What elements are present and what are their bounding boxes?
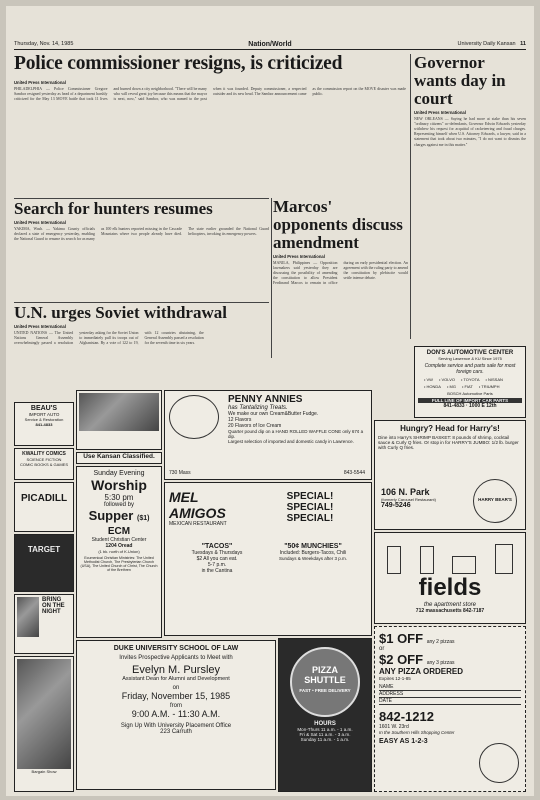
penny-l3: 20 Flavors of Ice Cream [228,423,282,429]
amigos-t4: in the Cantina [201,568,233,574]
coupon-off1: $1 OFF any 2 pizzas [379,631,455,646]
penny-l5: Largest selection of imported and domestic candy in Lawrence. [228,439,354,444]
beaus-phone: 841-4833 [35,422,53,427]
coupon-any: ANY PIZZA ORDERED [379,667,464,676]
story4-headline: Marcos' opponents discuss amendment [273,198,403,252]
story3 [14,200,269,300]
worship-follow: followed by [103,502,135,508]
story1-body: PHILADELPHIA — Police Commissioner Gregore Sambor resigned yesterday as head of a department harshly criticized for the May 13 MOVE battle that took 11 lives and burned down a city neighborhood. "There will be many who will reveal great joy because this means that the mayor is next, now," said Sambor, who was named to the post when it was founded. Deputy commissioner, a respected outsider and its new head. The Sambor announcement came as the commission report on the MOVE disaster was made public. [14,87,406,102]
amigos-tacos: "TACOS" [201,543,233,550]
movie-photo [17,597,39,637]
story4-byline: United Press International [273,253,325,259]
dons-brand-item: • NISSAN [485,377,503,382]
dons-brand-list [424,377,516,389]
house-ad-photo [79,393,159,431]
kansan-classified-ad [76,452,162,464]
story3-body: YAKIMA, Wash. — Yakima County officials declared a state of emergency yesterday, enabling the National Guard to resume its search for as many as 100 elk hunters reported missing in the Cascade Mountains where two people already have died. The state earlier grounded the National Guard helicopters, invoking its emergency powers. [14,226,269,242]
harrys-note: (formerly Carousel Restaurant) [381,497,436,502]
coupon-addr: 1601 W. 23rd [379,724,409,730]
pizza-h3: Sunday 11 a.m. - 1 a.m. [300,737,350,742]
harrys-logo: HARRY BEAR'S [473,479,517,523]
harrys-title: Hungry? Head for Harry's! [400,424,500,433]
story4 [273,198,408,358]
dons-l2: Complete service and parts sale for most foreign cars. [424,363,516,375]
page-header [14,38,526,50]
harrys-addr: 106 N. Park [381,487,430,497]
header-section: Nation/World [248,41,292,48]
worship-place: Student Christian Center [91,537,147,543]
worship-title: Sunday Evening [93,470,145,477]
glass-icon [387,546,401,574]
rule [14,198,269,199]
dons-brand-item: • HONDA [424,384,441,389]
pizza-coupon[interactable] [374,626,526,792]
dons-brand-item: • TOYOTA [460,377,480,382]
amigos-m2: Sundays & Weekdays after 3 p.m. [279,556,347,561]
coupon-addr2: In the Southern Hills Shopping Center [379,730,455,735]
duke-room: 223 Carruth [160,729,192,735]
coupon-address-field[interactable]: ADDRESS [379,691,521,698]
penny-phone: 843-5544 [343,470,365,476]
movie-poster [17,659,71,769]
kansan-house-ad [76,390,162,450]
story2 [414,54,526,344]
duke-l1: Invites Prospective Applicants to Meet with [119,655,233,661]
pizza-h2: Fri & Sat 11 a.m. - 3 a.m. [299,732,351,737]
bargain-title: Bargain Show [31,769,57,774]
coupon-phone: 842-1212 [379,709,434,724]
amigos-title: MEL AMIGOS [169,489,226,521]
bring-on-the-night-ad [14,594,74,654]
worship-addr: 1204 Oread [105,543,133,549]
target-title: TARGET [27,545,61,554]
penny-l1: We make our own Cream&Butter Fudge. [228,411,319,417]
kwality-title: KWALITY COMICS [22,451,66,457]
penny-title: PENNY ANNIES [228,394,303,405]
story5 [14,304,269,388]
story2-headline: Governor wants day in court [414,54,506,108]
dons-l3: BOSCH Automotive Parts [447,391,493,396]
header-paper: University Daily Kansan 11 [457,41,526,47]
amigos-t1: Tuesdays & Thursdays [191,550,243,556]
coupon-date-field[interactable]: DATE [379,698,521,705]
rule [14,302,269,303]
picadill-title: PICADILL [20,493,68,504]
duke-title: DUKE UNIVERSITY SCHOOL OF LAW [113,645,239,652]
pizza-sub: FAST • FREE DELIVERY [299,688,351,693]
picadill-ad [14,482,74,532]
duke-from: from [170,703,182,709]
amigos-m1: Included: Burgers-Tacos, Chili [279,550,347,556]
story3-byline: United Press International [14,219,66,225]
amigos-special-3: SPECIAL! [286,513,334,524]
worship-big: Worship [91,477,147,493]
amigos-special-2: SPECIAL! [286,502,334,513]
worship-time: 5:30 pm [104,493,134,502]
penny-sub: has Tantalizing Treats. [228,405,288,411]
fields-illustrations [378,536,522,574]
dons-brand-item: • VOLVO [438,377,455,382]
fields-sub: the apartment store [423,602,477,608]
bringon-title: BRING ON THE NIGHT [42,597,65,615]
coupon-off2: $2 OFF any 3 pizzas [379,652,455,667]
story2-byline: United Press International [414,109,466,115]
newspaper-page [6,6,534,796]
kwality-sub: SCIENCE FICTION [26,457,62,462]
story3-headline: Search for hunters resumes [14,200,213,218]
fields-ad [374,532,526,624]
beaus-ad [14,402,74,446]
coupon-easy: EASY AS 1-2-3 [379,738,428,745]
duke-role: Assistant Dean for Alumni and Development [122,676,230,682]
story5-byline: United Press International [14,323,66,329]
penny-l4: Quarter pound dip on a HAND ROLLED WAFFLE CONE only 67¢ a dip. [228,429,364,439]
lamp-icon [495,544,513,574]
coupon-name-field[interactable]: NAME [379,684,521,691]
harrys-body: Dine into Harry's SHRIMP BASKET: 8 pounds of shrimp, cocktail sauce & Curly Q fries. Or stop in for HARRY'S JUMBO: 1/2 lb. burger with Curly Q fries. [378,435,519,450]
story5-headline: U.N. urges Soviet withdrawal [14,304,227,322]
beaus-sub: IMPORT AUTO [28,412,60,417]
amigos-sub: MEXICAN RESTAURANT [169,521,227,527]
penny-annies-ad [164,390,372,480]
fields-addr: 712 massachusetts 842-7187 [415,608,485,614]
coupon-or: or [379,646,385,652]
dons-brand-item: • FIAT [461,384,473,389]
amigos-t3: 5-7 p.m. [207,562,227,568]
kwality-comics-ad [14,448,74,480]
column-rule [410,54,411,339]
kwality-l1: COMIC BOOKS & GAMES [19,462,68,467]
glass-icon [420,546,434,574]
duke-on: on [172,685,180,691]
worship-note: (1 bk. north of K.Union) [98,549,140,554]
coupon-pizza-logo [479,743,519,783]
amigos-t2: $2 All you can eat. [196,556,238,562]
dons-brand-item: • TRIUMPH [478,384,500,389]
pizza-title: PIZZA SHUTTLE [304,665,346,685]
story2-body: NEW ORLEANS — Saying he had more at stake than his seven "ordinary citizens" co-defendants, Governor Edwin Edwards yesterday withdrew his request for acquittal of racketeering and fraud charges. Representing himself when U.S. Attorney Edwards, a lawyer, said in a statement that took about two minutes, "I do not want to dismiss the charges against me in this matter." [414,116,526,147]
pizza-h1: Mon-Thurs 11 a.m. - 1 a.m. [297,727,353,732]
duke-time: 9:00 A.M. - 11:30 A.M. [131,709,221,719]
story1-headline: Police commissioner resigns, is criticized [14,54,343,74]
worship-org: ECM [107,526,131,537]
amigos-munch: "50¢ MUNCHIES" [284,543,342,550]
harrys-phone: 749-5246 [381,502,411,509]
dons-brand-item: • MG [446,384,456,389]
pizza-logo [290,647,360,717]
story1 [14,78,406,196]
story1-byline: United Press International [14,80,66,85]
worship-supper: Supper ($1) [88,508,150,523]
duke-date: Friday, November 15, 1985 [121,691,231,701]
target-ad [14,534,74,592]
duke-signup: Sign Up With University Placement Office [120,723,232,729]
worship-ad [76,466,162,638]
pizza-hours-title: HOURS [314,721,336,727]
pizza-shuttle-ad [278,638,372,792]
header-date: Thursday, Nov. 14, 1985 [14,41,74,47]
worship-sponsors: Ecumenical Christian Ministries: The United Methodist Church, The Presbyterian Church (USA), The United Church of Christ, The Church of the Brethren [80,556,158,572]
mel-amigos-ad [164,482,372,636]
dons-l1: Serving Lawrence & KU Since 1975 [438,356,502,361]
beaus-line1: Service & Restoration [24,417,64,422]
dons-contact: 841-4833 · 1000 E 12th [443,403,497,409]
dons-automotive-ad [414,346,526,418]
duke-name: Evelyn M. Pursley [131,664,221,676]
fields-title: fields [418,574,482,601]
column-rule [271,198,272,358]
beaus-name: BEAU'S [30,405,58,412]
harrys-ad [374,420,526,530]
kansan-title: Use Kansan Classified. [83,453,155,460]
penny-l2: 12 Flavors [228,417,252,423]
dons-title: DON'S AUTOMOTIVE CENTER [426,350,514,356]
amigos-special-1: SPECIAL! [286,491,334,502]
bag-icon [452,556,476,574]
penny-annies-logo [169,395,219,439]
story4-body: MANILA, Philippines — Opposition lawmakers said yesterday they are discussing the possibility of amending the constitution to allow President Ferdinand Marcos to remain in office during an early presidential election. An agreement with the ruling party to amend the constitution by plebiscite would settle intense debate. [273,260,408,286]
penny-addr: 730 Mass [169,470,191,476]
story1-headline-box [14,54,406,76]
story5-body: UNITED NATIONS — The United Nations General Assembly overwhelmingly passed a resolution yesterday asking for the Soviet Union to immediately pull its troops out of Afghanistan. By a vote of 122 to 19, with 12 countries abstaining, the General Assembly passed a resolution for the seventh time in six years. [14,330,204,346]
coupon-exp: Expires 12-1-85 [379,676,411,681]
duke-law-ad [76,640,276,790]
bargain-show-ad [14,656,74,792]
dons-brand-item: • VW [424,377,433,382]
dons-banner: FULL LINE OF IMPORT CAR PARTS [418,398,522,403]
